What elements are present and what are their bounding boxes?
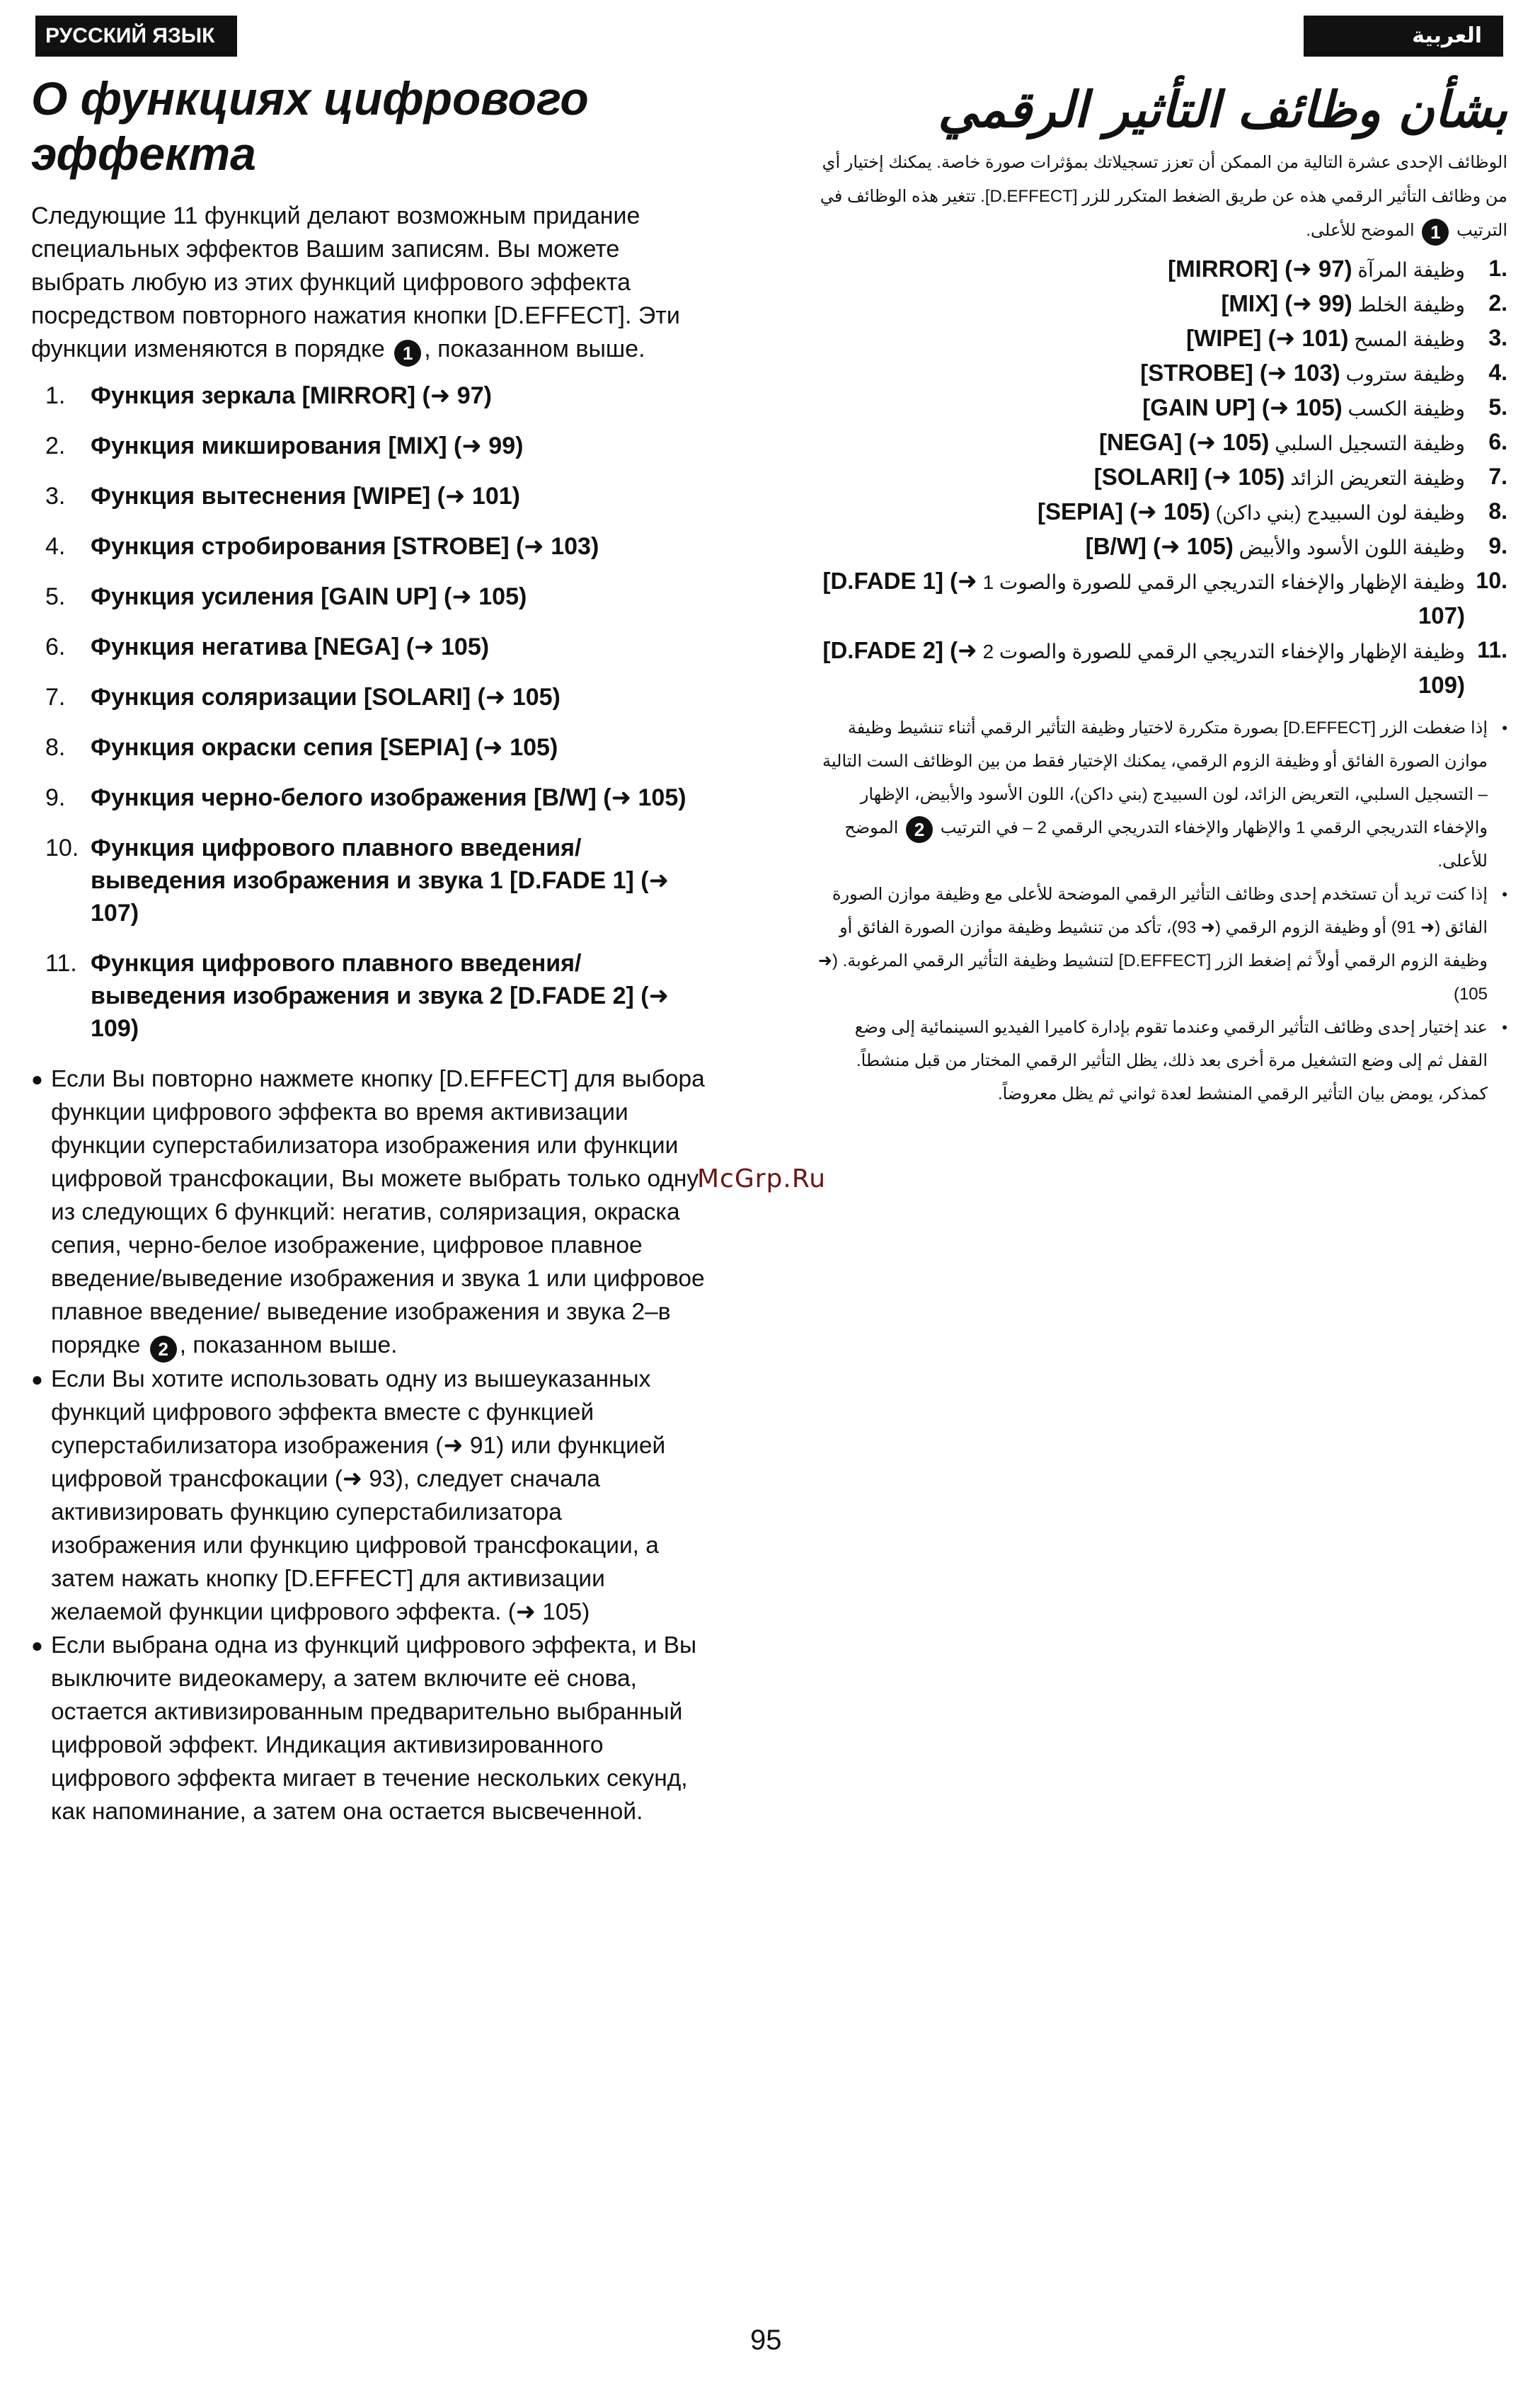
- item-label: وظيفة لون السبيدج (بني داكن): [1215, 502, 1465, 524]
- item-code: [B/W] (➜ 105): [1085, 533, 1234, 559]
- item-code: [SOLARI] (➜ 105): [1093, 464, 1285, 490]
- ar-note-1: [814, 711, 1507, 878]
- item-text: Функция цифрового плавного введения/ выведения изображения и звука 2 [D.FADE 2] (➜ 109): [91, 950, 670, 1042]
- item-number: 1.: [45, 382, 66, 409]
- item-number: .3: [1488, 325, 1507, 350]
- page-number: 95: [750, 2325, 782, 2356]
- circled-number-icon: 1: [394, 340, 421, 367]
- item-number: 11.: [45, 950, 77, 977]
- item-label: وظيفة التسجيل السلبي: [1275, 432, 1465, 454]
- ru-function-item: [31, 379, 711, 412]
- ru-function-item: [31, 631, 711, 663]
- item-code: [MIX] (➜ 99): [1221, 290, 1352, 316]
- item-number: .7: [1488, 464, 1507, 489]
- item-label: وظيفة الكسب: [1348, 398, 1465, 420]
- ru-note-3-text: Если выбрана одна из функций цифрового эффекта, и Вы выключите видеокамеру, а затем включите её снова, остается активизированным предварительно выбранный цифровой эффект. Индикация активизированного цифрового эффекта мигает в течение нескольких секунд, как напоминание, а затем она остается высвеченной.: [51, 1632, 697, 1825]
- item-text: [814, 425, 1465, 460]
- ru-note-2: [31, 1363, 711, 1629]
- ar-note-3: [814, 1011, 1507, 1111]
- ru-function-list: [31, 379, 711, 1045]
- russian-column: [31, 71, 711, 1828]
- item-number: 10.: [45, 835, 79, 861]
- ru-section-title: О функциях цифрового эффекта: [31, 72, 589, 180]
- ru-function-item: [31, 681, 711, 714]
- item-label: وظيفة ستروب: [1345, 363, 1465, 385]
- ar-note-1-text: [814, 711, 1488, 878]
- item-number: .4: [1488, 360, 1507, 385]
- item-number: 9.: [45, 784, 66, 811]
- ru-intro-text: Следующие 11 функций делают возможным придание специальных эффектов Вашим записям. Вы можете выбрать любую из этих функций цифрового эффекта посредством повторного нажатия кнопки [D.EFFECT]. Эти функции изменяются в порядке: [31, 202, 680, 362]
- item-number: 7.: [45, 684, 66, 711]
- item-text: [814, 564, 1465, 634]
- ru-note-2-text: Если Вы хотите использовать одну из вышеуказанных функций цифрового эффекта вместе с функцией суперстабилизатора изображения (➜ 91) или функцией цифровой трансфокации (➜ 93), следует сначала активизировать функцию суперстабилизатора изображения или функцию цифровой трансфокации, а затем нажать кнопку [D.EFFECT] для активизации желаемой функции цифрового эффекта. (➜ 105): [51, 1366, 666, 1625]
- ar-note-1-end: الموضح للأعلى.: [844, 818, 1488, 871]
- ar-function-item: [814, 425, 1507, 460]
- item-text: [814, 287, 1465, 321]
- ru-note-3: [31, 1629, 711, 1828]
- language-tag-russian: РУССКИЙ ЯЗЫК: [35, 16, 237, 57]
- ru-intro-text-end: , показанном выше.: [424, 336, 645, 362]
- item-number: .2: [1488, 290, 1507, 316]
- item-label: وظيفة اللون الأسود والأبيض: [1239, 537, 1465, 558]
- ru-notes: [31, 1062, 711, 1828]
- item-text: Функция окраски сепия [SEPIA] (➜ 105): [91, 734, 558, 761]
- item-text: [814, 634, 1465, 703]
- item-text: Функция усиления [GAIN UP] (➜ 105): [91, 583, 527, 610]
- item-label: وظيفة المرآة: [1357, 259, 1465, 281]
- item-text: Функция соляризации [SOLARI] (➜ 105): [91, 684, 561, 711]
- ar-note-3-text: عند إختيار إحدى وظائف التأثير الرقمي وعندما تقوم بإدارة كاميرا الفيديو السينمائية إلى وضع القفل ثم إلى وضع التشغيل مرة أخرى بعد ذلك، يظل التأثير الرقمي المختار من قبل منشطاً. كمذكر، يومض بيان التأثير الرقمي المنشط لعدة ثواني ثم يظل معروضاً.: [854, 1018, 1488, 1104]
- item-number: 3.: [45, 483, 66, 510]
- ar-notes: [814, 711, 1507, 1111]
- item-number: .11: [1477, 637, 1507, 663]
- item-number: .6: [1488, 429, 1507, 454]
- ar-function-item: [814, 495, 1507, 529]
- item-text: Функция вытеснения [WIPE] (➜ 101): [91, 483, 520, 510]
- ar-function-item: [814, 634, 1507, 703]
- item-label: وظيفة المسح: [1354, 328, 1465, 350]
- ru-function-item: [31, 430, 711, 462]
- language-tag-arabic: العربية: [1304, 16, 1503, 57]
- item-label: وظيفة الخلط: [1357, 294, 1465, 316]
- circled-number-icon: 2: [150, 1336, 177, 1363]
- item-number: 4.: [45, 533, 66, 560]
- ru-function-item: [31, 832, 711, 929]
- item-number: 8.: [45, 734, 66, 761]
- ar-intro-text-end: الموضح للأعلى.: [1306, 221, 1415, 240]
- item-label: وظيفة التعريض الزائد: [1290, 467, 1465, 489]
- ar-section-title: بشأن وظائف التأثير الرقمي: [938, 81, 1507, 139]
- watermark: McGrp.Ru: [697, 1164, 827, 1193]
- ru-function-item: [31, 781, 711, 814]
- item-number: .10: [1476, 568, 1507, 593]
- bullet-icon: ●: [31, 1068, 43, 1090]
- item-number: .8: [1488, 498, 1507, 524]
- ar-note-2-text: إذا كنت تريد أن تستخدم إحدى وظائف التأثير الرقمي الموضحة للأعلى مع وظيفة موازن الصورة الفائق (➜ 91) أو وظيفة الزوم الرقمي (➜ 93)، تأكد من تنشيط وظيفة موازن الصورة الفائق أو وظيفة الزوم الرقمي أولاً ثم إضغط الزر [D.EFFECT] لتنشيط وظيفة التأثير الرقمي المرغوبة. (➜ 105): [817, 885, 1488, 1004]
- item-code: [SEPIA] (➜ 105): [1037, 498, 1211, 525]
- ru-function-item: [31, 530, 711, 563]
- item-code: [D.FADE 2] (➜ 109): [822, 637, 1465, 698]
- bullet-icon: •: [1502, 719, 1507, 737]
- ar-intro-text: الوظائف الإحدى عشرة التالية من الممكن أن تعزز تسجيلاتك بمؤثرات صورة خاصة. يمكنك إختيار أي من وظائف التأثير الرقمي هذه عن طريق الضغط المتكرر للزر [D.EFFECT]. تتغير هذه الوظائف في الترتيب: [820, 153, 1507, 240]
- item-text: Функция зеркала [MIRROR] (➜ 97): [91, 382, 492, 409]
- item-text: [814, 252, 1465, 287]
- bullet-icon: ●: [31, 1368, 43, 1390]
- ar-note-2: [814, 878, 1507, 1011]
- circled-number-icon: 1: [1422, 219, 1449, 246]
- ar-function-item: [814, 287, 1507, 321]
- item-text: Функция черно-белого изображения [B/W] (➜ 105): [91, 784, 686, 811]
- item-label: وظيفة الإظهار والإخفاء التدريجي الرقمي للصورة والصوت 2: [982, 641, 1465, 663]
- item-number: .9: [1488, 533, 1507, 558]
- item-text: [814, 460, 1465, 495]
- ar-function-item: [814, 391, 1507, 425]
- ar-note-1-body: إذا ضغطت الزر [D.EFFECT] بصورة متكررة لاختيار وظيفة التأثير الرقمي أثناء تنشيط وظيفة موازن الصورة الفائق أو وظيفة الزوم الرقمي، يمكنك الإختيار فقط من بين الوظائف الست التالية – التسجيل السلبي، التعريض الزائد، لون السبيدج (بني داكن)، اللون الأسود والأبيض، الإظهار والإخفاء التدريجي الرقمي 1 والإظهار والإخفاء التدريجي الرقمي 2 – في الترتيب: [822, 718, 1488, 837]
- ar-intro-paragraph: [814, 146, 1507, 248]
- ar-function-item: [814, 321, 1507, 356]
- item-number: 6.: [45, 634, 66, 660]
- ru-note-1-body: Если Вы повторно нажмете кнопку [D.EFFECT] для выбора функции цифрового эффекта во время активизации функции суперстабилизатора изображения или функции цифровой трансфокации, Вы можете выбрать только одну из следующих 6 функций: негатив, соляризация, окраска сепия, черно-белое изображение, цифровое плавное введение/выведение изображения и звука 1 или цифровое плавное введение/ выведение изображения и звука 2–в порядке: [51, 1066, 705, 1358]
- item-number: 2.: [45, 432, 66, 459]
- item-code: [GAIN UP] (➜ 105): [1142, 394, 1343, 420]
- item-label: وظيفة الإظهار والإخفاء التدريجي الرقمي للصورة والصوت 1: [982, 571, 1465, 593]
- ar-function-list: [814, 252, 1507, 703]
- item-code: [MIRROR] (➜ 97): [1168, 256, 1352, 282]
- item-code: [STROBE] (➜ 103): [1140, 360, 1340, 386]
- ar-function-item: [814, 356, 1507, 391]
- circled-number-icon: 2: [906, 816, 933, 843]
- item-text: [814, 356, 1465, 391]
- item-text: Функция микширования [MIX] (➜ 99): [91, 432, 524, 459]
- ru-function-item: [31, 947, 711, 1045]
- bullet-icon: •: [1502, 886, 1507, 903]
- bullet-icon: ●: [31, 1634, 43, 1656]
- item-number: .5: [1488, 394, 1507, 420]
- ru-note-1: [31, 1062, 711, 1363]
- item-code: [NEGA] (➜ 105): [1099, 429, 1270, 455]
- ar-function-item: [814, 252, 1507, 287]
- bullet-icon: •: [1502, 1019, 1507, 1036]
- arabic-column: [814, 78, 1507, 1111]
- ar-function-item: [814, 564, 1507, 634]
- item-text: Функция стробирования [STROBE] (➜ 103): [91, 533, 599, 560]
- ru-function-item: [31, 731, 711, 764]
- item-code: [WIPE] (➜ 101): [1186, 325, 1349, 351]
- ru-note-1-end: , показанном выше.: [179, 1332, 398, 1358]
- item-number: .1: [1488, 256, 1507, 281]
- item-number: 5.: [45, 583, 66, 610]
- item-text: Функция цифрового плавного введения/ выведения изображения и звука 1 [D.FADE 1] (➜ 107): [91, 835, 670, 927]
- ru-function-item: [31, 580, 711, 613]
- ru-note-1-text: [51, 1062, 711, 1363]
- item-code: [D.FADE 1] (➜ 107): [822, 568, 1465, 629]
- item-text: [814, 529, 1465, 564]
- item-text: [814, 391, 1465, 425]
- ar-function-item: [814, 529, 1507, 564]
- ar-function-item: [814, 460, 1507, 495]
- item-text: [814, 321, 1465, 356]
- ru-function-item: [31, 480, 711, 512]
- item-text: Функция негатива [NEGA] (➜ 105): [91, 634, 490, 660]
- item-text: [814, 495, 1465, 529]
- ru-intro-paragraph: [31, 200, 711, 367]
